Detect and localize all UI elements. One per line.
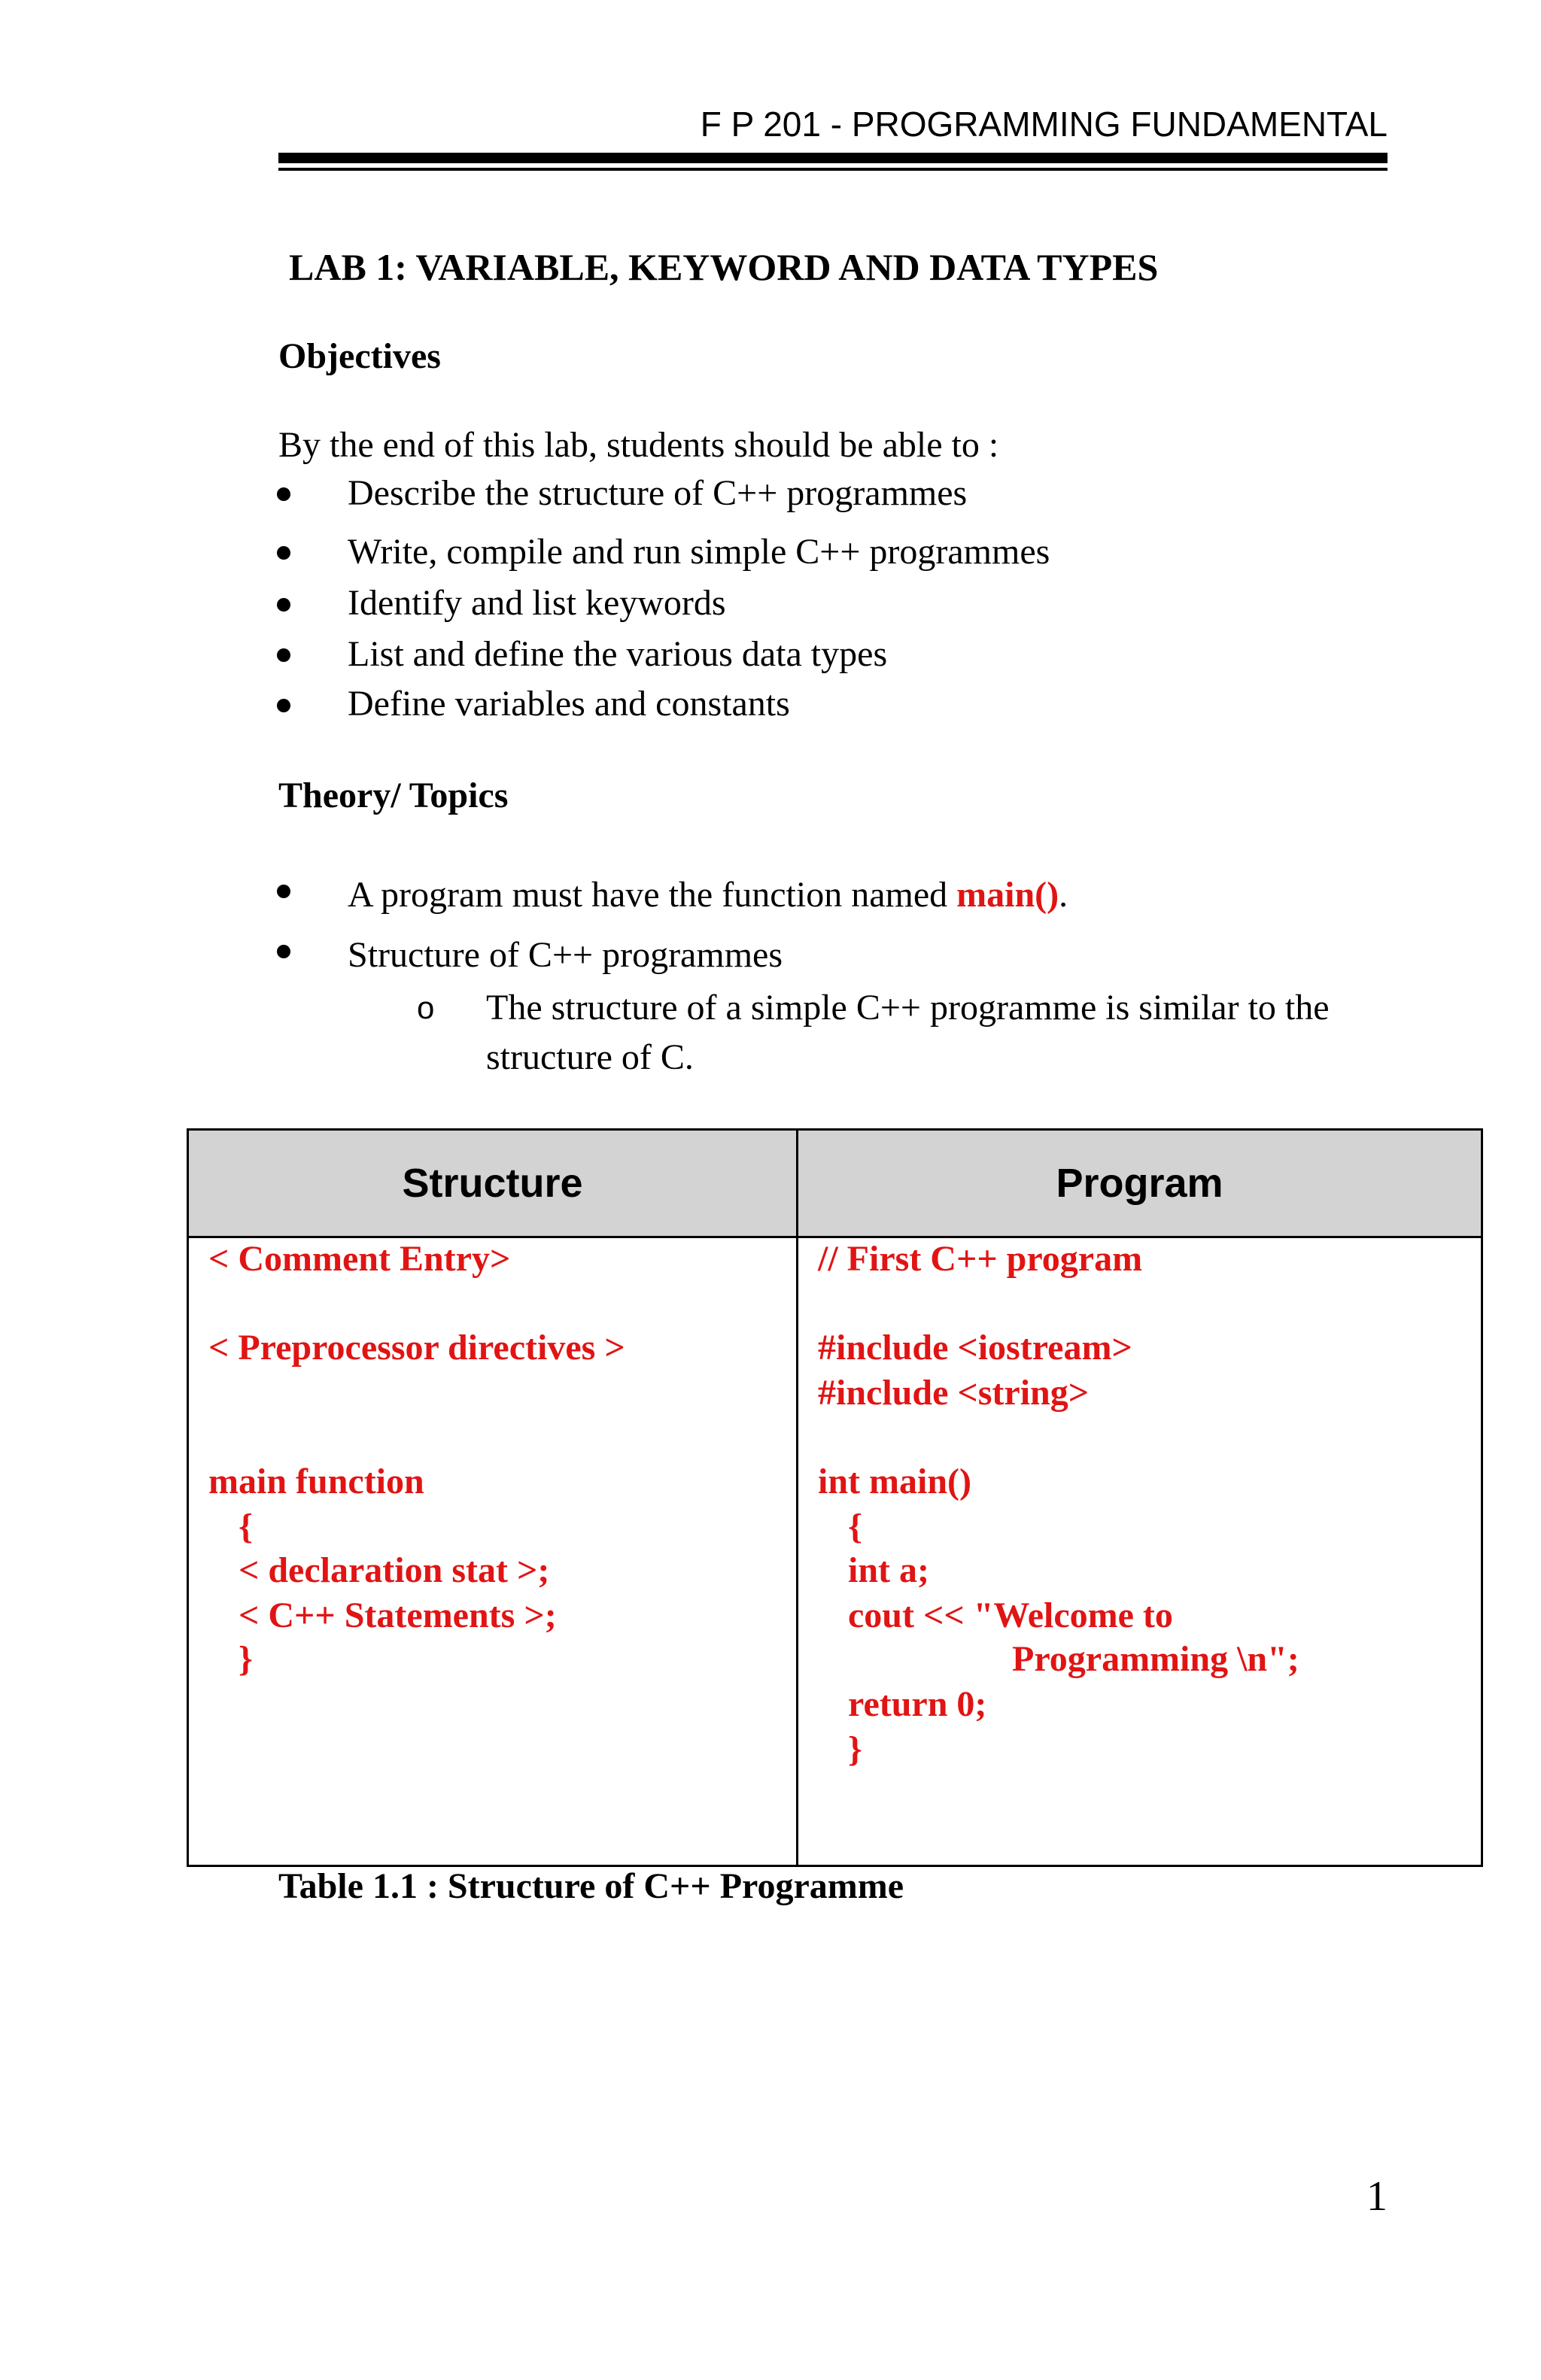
bullet-icon [277, 546, 290, 560]
structure-table [187, 1128, 1483, 1867]
program-line: int main() [818, 1462, 971, 1501]
hollow-bullet-icon: o [417, 990, 435, 1025]
structure-line: < declaration stat >; [239, 1550, 550, 1590]
lab-title: LAB 1: VARIABLE, KEYWORD AND DATA TYPES [289, 246, 1159, 288]
program-line: // First C++ program [818, 1239, 1143, 1279]
theory-subitem-line2: structure of C. [486, 1037, 694, 1077]
table-caption: Table 1.1 : Structure of C++ Programme [278, 1866, 904, 1906]
theory-subitem-line1: The structure of a simple C++ programme is similar to the [486, 988, 1330, 1028]
program-line: #include <iostream> [818, 1328, 1132, 1368]
program-line: return 0; [848, 1684, 987, 1724]
objectives-intro: By the end of this lab, students should be able to : [278, 425, 999, 465]
main-function-highlight: main() [956, 875, 1059, 915]
theory-item-structure: Structure of C++ programmes [348, 935, 783, 975]
column-header-structure: Structure [188, 1130, 798, 1237]
structure-line: < Comment Entry> [208, 1239, 511, 1279]
theory-item-main-prefix: A program must have the function named [348, 875, 957, 915]
table-header-row [188, 1130, 1482, 1237]
header-title: F P 201 - PROGRAMMING FUNDAMENTAL [700, 105, 1388, 144]
bullet-icon [277, 487, 290, 501]
program-cell [798, 1237, 1482, 1866]
page-number: 1 [1366, 2173, 1388, 2220]
program-line: #include <string> [818, 1373, 1090, 1413]
objective-item: Describe the structure of C++ programmes [348, 473, 968, 513]
program-line: cout << "Welcome to [848, 1595, 1173, 1635]
table-body-row [188, 1237, 1482, 1866]
bullet-icon [277, 885, 290, 898]
structure-line: < Preprocessor directives > [208, 1328, 625, 1368]
program-line: } [848, 1729, 862, 1769]
column-header-program: Program [798, 1130, 1482, 1237]
theory-heading: Theory/ Topics [278, 776, 509, 815]
objective-item: List and define the various data types [348, 634, 888, 674]
structure-cell [188, 1237, 798, 1866]
objective-item: Write, compile and run simple C++ programmes [348, 532, 1050, 572]
objective-item: Define variables and constants [348, 684, 790, 724]
structure-line: < C++ Statements >; [239, 1595, 557, 1635]
objectives-heading: Objectives [278, 336, 441, 376]
bullet-icon [277, 945, 290, 958]
bullet-icon [277, 648, 290, 662]
structure-line: main function [208, 1462, 424, 1501]
theory-item-main [348, 874, 1068, 915]
header-rule-thin [278, 168, 1388, 171]
program-line: int a; [848, 1550, 929, 1590]
bullet-icon [277, 699, 290, 712]
program-line: { [848, 1507, 862, 1547]
structure-line: } [239, 1639, 253, 1679]
bullet-icon [277, 598, 290, 612]
program-line: Programming \n"; [1012, 1639, 1299, 1679]
theory-item-main-suffix: . [1059, 875, 1068, 915]
header-rule-thick [278, 153, 1388, 163]
structure-line: { [239, 1507, 253, 1547]
objective-item: Identify and list keywords [348, 583, 726, 623]
